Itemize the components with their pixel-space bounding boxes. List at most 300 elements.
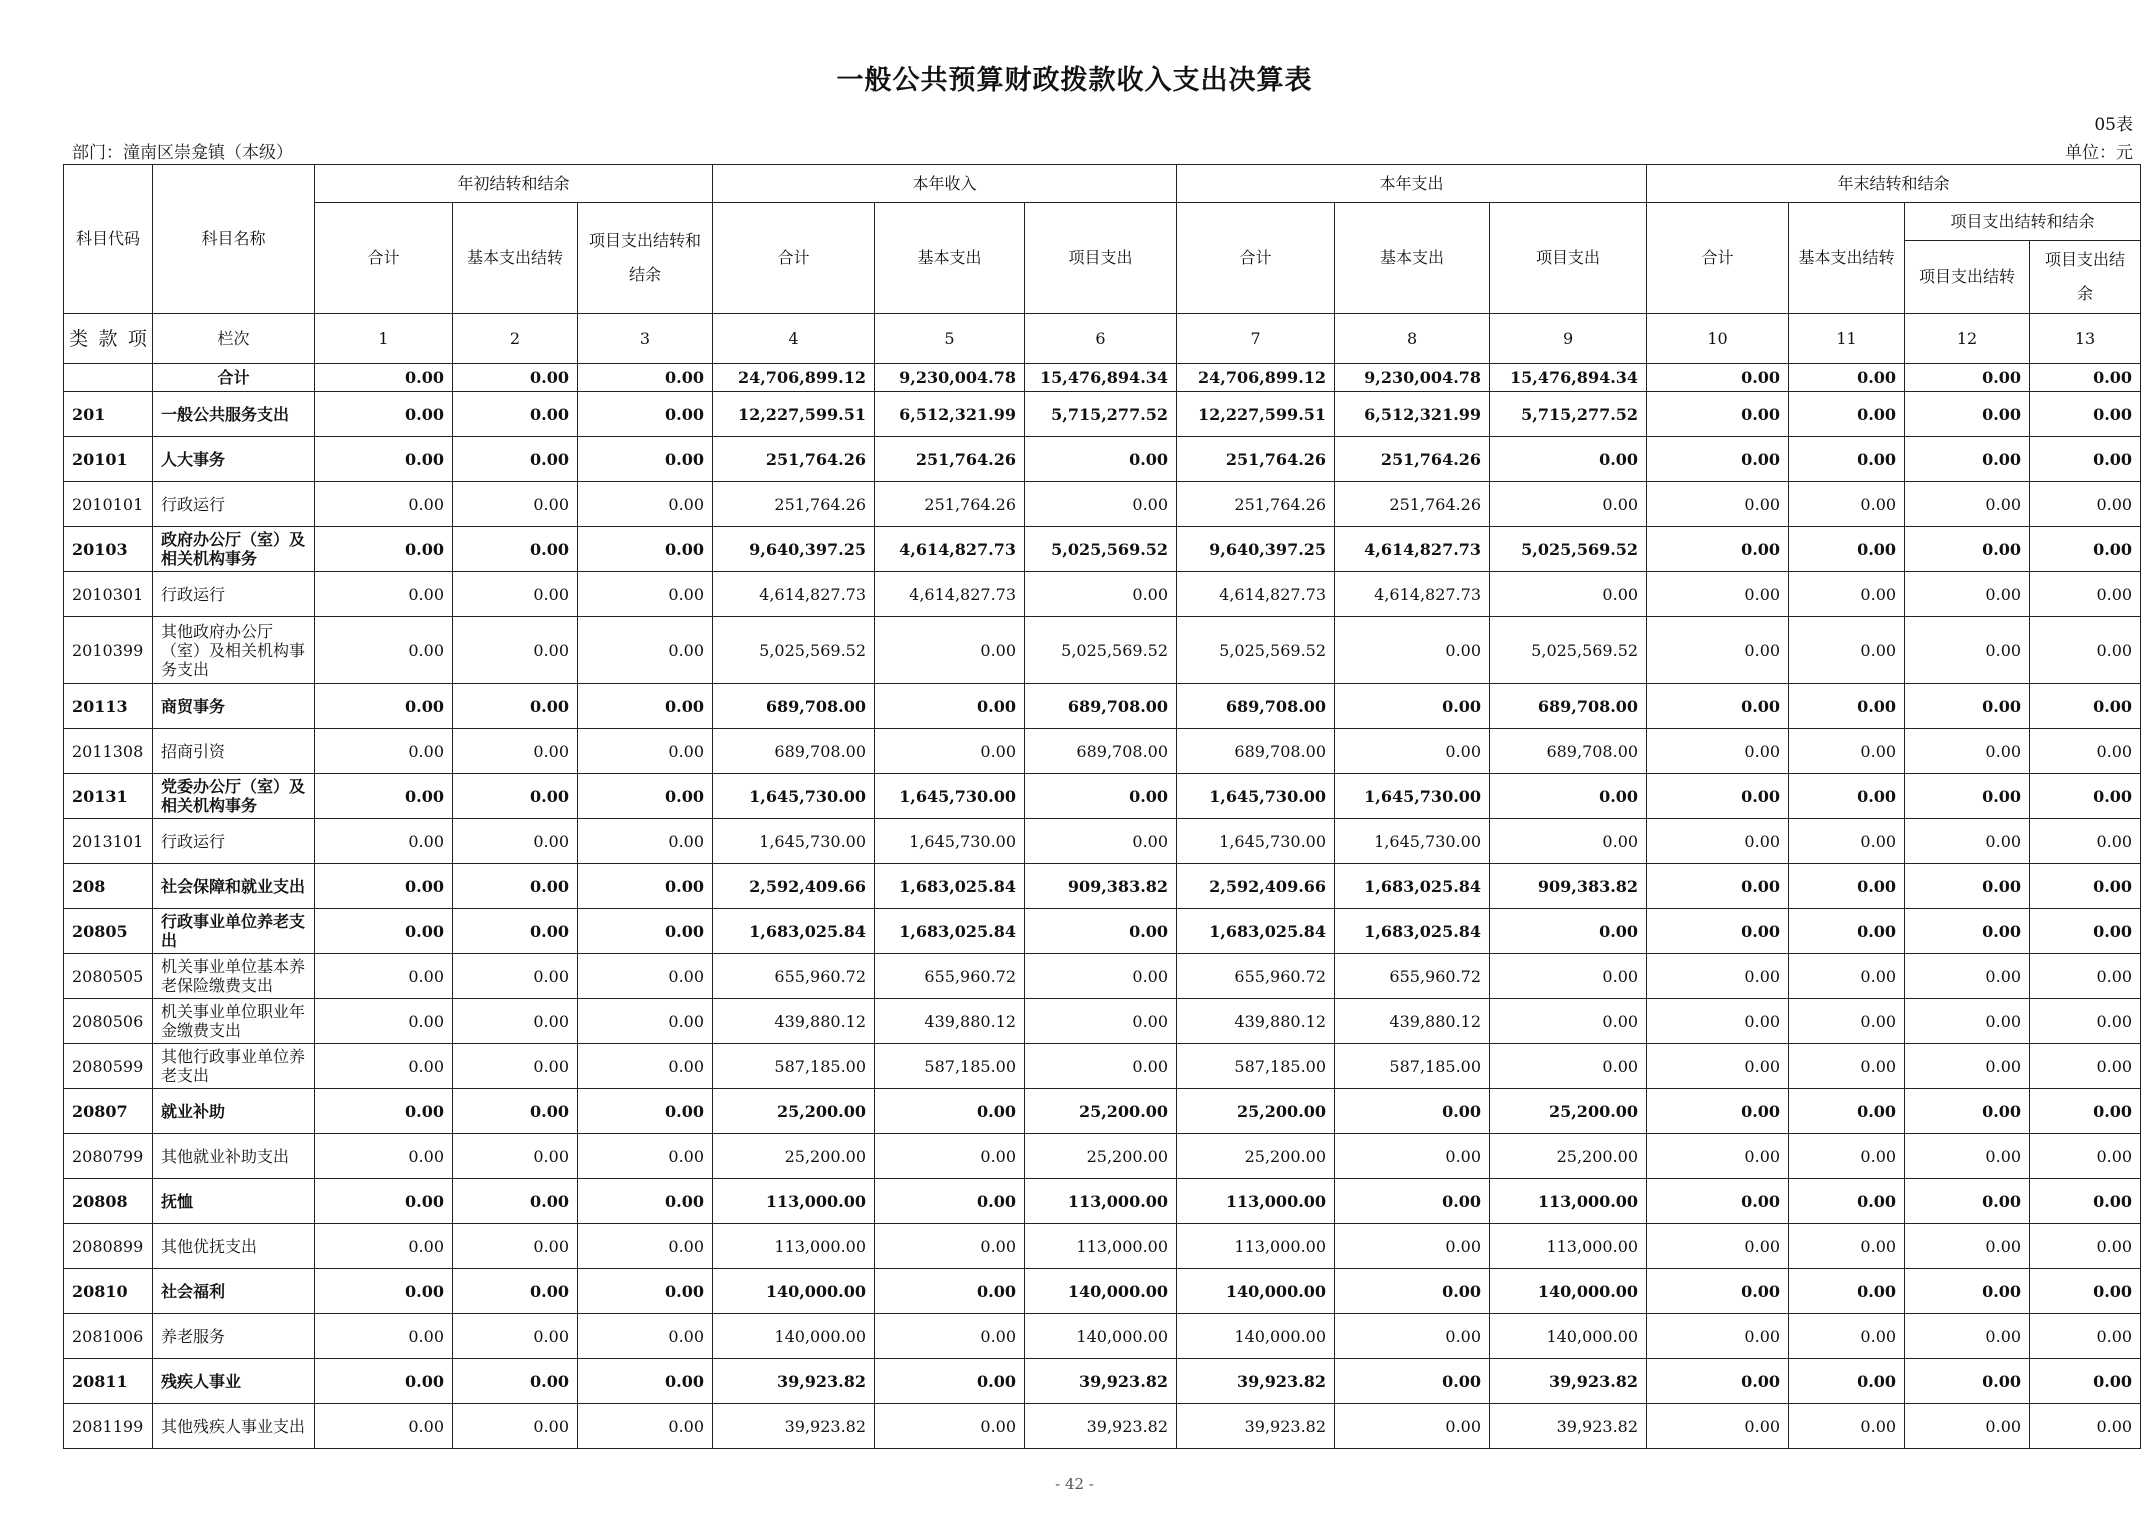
row-value: 0.00 (578, 954, 713, 999)
row-value: 15,476,894.34 (1490, 364, 1647, 392)
row-value: 39,923.82 (713, 1404, 875, 1449)
row-code: 2081199 (64, 1404, 153, 1449)
row-value: 0.00 (1335, 729, 1490, 774)
row-value: 0.00 (578, 392, 713, 437)
col-number: 12 (1905, 314, 2030, 364)
row-value: 0.00 (1025, 819, 1177, 864)
row-value: 689,708.00 (713, 684, 875, 729)
row-value: 0.00 (2030, 617, 2141, 684)
table-row (64, 572, 2141, 617)
row-value: 0.00 (578, 1044, 713, 1089)
row-value: 1,683,025.84 (1335, 864, 1490, 909)
row-value: 0.00 (1789, 482, 1905, 527)
row-value: 0.00 (1490, 774, 1647, 819)
row-value: 0.00 (1905, 617, 2030, 684)
row-value: 0.00 (1905, 572, 2030, 617)
row-name: 其他优抚支出 (153, 1224, 315, 1269)
header-lei: 类 (69, 327, 89, 350)
row-value: 0.00 (1647, 617, 1789, 684)
header-income-basic: 基本支出 (875, 203, 1025, 314)
row-value: 0.00 (1335, 684, 1490, 729)
row-value: 39,923.82 (1177, 1404, 1335, 1449)
table-header (64, 165, 2141, 364)
row-value: 113,000.00 (1177, 1224, 1335, 1269)
row-name: 商贸事务 (153, 684, 315, 729)
row-value: 4,614,827.73 (1177, 572, 1335, 617)
unit-label: 单位：元 (2065, 143, 2133, 163)
row-value: 0.00 (1789, 1134, 1905, 1179)
row-value: 140,000.00 (713, 1314, 875, 1359)
row-value: 39,923.82 (1025, 1404, 1177, 1449)
row-value: 0.00 (1789, 684, 1905, 729)
row-value: 0.00 (1905, 1089, 2030, 1134)
row-value: 25,200.00 (1177, 1089, 1335, 1134)
row-value: 0.00 (1789, 1404, 1905, 1449)
row-code: 208 (64, 864, 153, 909)
row-value: 0.00 (2030, 1359, 2141, 1404)
table-row (64, 1269, 2141, 1314)
row-name: 行政运行 (153, 819, 315, 864)
row-code: 20131 (64, 774, 153, 819)
row-value: 113,000.00 (1177, 1179, 1335, 1224)
row-value: 0.00 (315, 1404, 453, 1449)
row-value: 0.00 (315, 572, 453, 617)
row-value: 0.00 (1789, 999, 1905, 1044)
row-value: 0.00 (453, 437, 578, 482)
col-number: 3 (578, 314, 713, 364)
row-value: 5,025,569.52 (1177, 617, 1335, 684)
row-value: 0.00 (453, 1179, 578, 1224)
row-value: 2,592,409.66 (1177, 864, 1335, 909)
table-row (64, 774, 2141, 819)
row-value: 113,000.00 (1025, 1224, 1177, 1269)
row-value: 0.00 (315, 617, 453, 684)
row-value: 0.00 (2030, 729, 2141, 774)
header-group-end: 年末结转和结余 (1647, 165, 2141, 203)
row-value: 0.00 (2030, 437, 2141, 482)
row-value: 0.00 (2030, 364, 2141, 392)
row-value: 1,645,730.00 (1335, 774, 1490, 819)
row-value: 0.00 (315, 1224, 453, 1269)
row-value: 0.00 (1490, 572, 1647, 617)
row-value: 587,185.00 (713, 1044, 875, 1089)
row-name: 其他行政事业单位养老支出 (153, 1044, 315, 1089)
row-value: 0.00 (578, 1224, 713, 1269)
row-value: 0.00 (1789, 729, 1905, 774)
header-group-begin: 年初结转和结余 (315, 165, 713, 203)
row-value: 0.00 (315, 909, 453, 954)
row-value: 1,683,025.84 (875, 864, 1025, 909)
header-lei-kuan-xiang (64, 314, 153, 364)
row-value: 0.00 (578, 1269, 713, 1314)
row-value: 25,200.00 (713, 1089, 875, 1134)
row-value: 1,645,730.00 (875, 819, 1025, 864)
row-value: 0.00 (1789, 774, 1905, 819)
row-value: 0.00 (1905, 774, 2030, 819)
row-value: 6,512,321.99 (1335, 392, 1490, 437)
row-value: 0.00 (2030, 1134, 2141, 1179)
row-value: 0.00 (1905, 437, 2030, 482)
row-value: 0.00 (1789, 617, 1905, 684)
row-value: 0.00 (2030, 1044, 2141, 1089)
row-value: 689,708.00 (1490, 684, 1647, 729)
row-value: 0.00 (578, 527, 713, 572)
row-value: 113,000.00 (713, 1179, 875, 1224)
row-value: 25,200.00 (1025, 1089, 1177, 1134)
row-value: 39,923.82 (1177, 1359, 1335, 1404)
row-value: 0.00 (315, 1269, 453, 1314)
row-value: 4,614,827.73 (875, 572, 1025, 617)
table-row (64, 437, 2141, 482)
row-value: 0.00 (1335, 1224, 1490, 1269)
row-value: 0.00 (1025, 999, 1177, 1044)
row-value: 0.00 (2030, 999, 2141, 1044)
row-value: 0.00 (1335, 617, 1490, 684)
table-row (64, 1314, 2141, 1359)
budget-table (63, 164, 2141, 1449)
row-value: 0.00 (2030, 1089, 2141, 1134)
row-value: 0.00 (1647, 1359, 1789, 1404)
row-value: 0.00 (315, 482, 453, 527)
row-value: 0.00 (1789, 572, 1905, 617)
row-value: 439,880.12 (875, 999, 1025, 1044)
row-value: 0.00 (1490, 819, 1647, 864)
row-value: 1,645,730.00 (875, 774, 1025, 819)
row-value: 0.00 (1789, 1269, 1905, 1314)
row-value: 0.00 (1789, 1179, 1905, 1224)
row-value: 25,200.00 (1490, 1089, 1647, 1134)
row-value: 0.00 (453, 684, 578, 729)
row-value: 0.00 (453, 572, 578, 617)
row-value: 0.00 (1490, 1044, 1647, 1089)
row-value: 0.00 (2030, 1404, 2141, 1449)
row-value: 0.00 (1335, 1089, 1490, 1134)
row-value: 0.00 (578, 1179, 713, 1224)
row-value: 0.00 (453, 864, 578, 909)
row-value: 0.00 (578, 482, 713, 527)
row-value: 0.00 (1025, 482, 1177, 527)
row-value: 0.00 (1905, 1179, 2030, 1224)
row-value: 251,764.26 (1335, 482, 1490, 527)
col-number: 11 (1789, 314, 1905, 364)
header-end-project-surplus: 项目支出结余 (2030, 241, 2141, 314)
row-value: 0.00 (578, 909, 713, 954)
table-row (64, 1404, 2141, 1449)
table-row (64, 999, 2141, 1044)
row-value: 140,000.00 (1177, 1314, 1335, 1359)
col-number: 5 (875, 314, 1025, 364)
row-value: 113,000.00 (1490, 1224, 1647, 1269)
row-code: 20101 (64, 437, 153, 482)
row-name: 抚恤 (153, 1179, 315, 1224)
row-name: 社会福利 (153, 1269, 315, 1314)
row-value: 655,960.72 (875, 954, 1025, 999)
row-value: 0.00 (315, 1314, 453, 1359)
header-end-total: 合计 (1647, 203, 1789, 314)
row-value: 0.00 (578, 774, 713, 819)
row-value: 251,764.26 (713, 482, 875, 527)
row-value: 0.00 (1905, 999, 2030, 1044)
row-name: 一般公共服务支出 (153, 392, 315, 437)
row-value: 909,383.82 (1025, 864, 1177, 909)
row-code: 20810 (64, 1269, 153, 1314)
row-value: 251,764.26 (713, 437, 875, 482)
row-name: 其他政府办公厅（室）及相关机构事务支出 (153, 617, 315, 684)
row-value: 0.00 (315, 1134, 453, 1179)
row-value: 1,683,025.84 (1335, 909, 1490, 954)
row-value: 1,645,730.00 (713, 819, 875, 864)
row-value: 0.00 (1647, 392, 1789, 437)
row-value: 12,227,599.51 (1177, 392, 1335, 437)
row-value: 0.00 (1905, 729, 2030, 774)
row-value: 0.00 (453, 364, 578, 392)
row-value: 39,923.82 (1025, 1359, 1177, 1404)
header-group-expense: 本年支出 (1177, 165, 1647, 203)
row-value: 587,185.00 (1177, 1044, 1335, 1089)
row-value: 0.00 (2030, 1224, 2141, 1269)
col-number: 4 (713, 314, 875, 364)
row-value: 251,764.26 (1177, 437, 1335, 482)
row-value: 0.00 (1647, 819, 1789, 864)
row-code: 20807 (64, 1089, 153, 1134)
row-value: 4,614,827.73 (713, 572, 875, 617)
row-value: 251,764.26 (875, 437, 1025, 482)
col-number: 9 (1490, 314, 1647, 364)
row-value: 0.00 (453, 1134, 578, 1179)
row-value: 5,025,569.52 (1025, 617, 1177, 684)
row-name: 其他就业补助支出 (153, 1134, 315, 1179)
row-code: 2080505 (64, 954, 153, 999)
header-end-project-carry: 项目支出结转 (1905, 241, 2030, 314)
row-value: 1,683,025.84 (713, 909, 875, 954)
row-value: 25,200.00 (1025, 1134, 1177, 1179)
row-value: 0.00 (1905, 909, 2030, 954)
row-value: 0.00 (578, 1314, 713, 1359)
row-value: 0.00 (1905, 1269, 2030, 1314)
row-value: 0.00 (1789, 909, 1905, 954)
row-value: 0.00 (578, 437, 713, 482)
row-value: 439,880.12 (713, 999, 875, 1044)
row-value: 0.00 (1789, 864, 1905, 909)
row-value: 0.00 (1905, 1404, 2030, 1449)
row-value: 0.00 (315, 364, 453, 392)
row-value: 0.00 (578, 364, 713, 392)
header-code: 科目代码 (64, 165, 153, 314)
row-value: 655,960.72 (1177, 954, 1335, 999)
row-value: 0.00 (453, 1404, 578, 1449)
row-value: 0.00 (1905, 1359, 2030, 1404)
row-value: 0.00 (1647, 572, 1789, 617)
table-row (64, 1179, 2141, 1224)
col-number: 1 (315, 314, 453, 364)
row-value: 0.00 (1647, 437, 1789, 482)
col-number: 6 (1025, 314, 1177, 364)
header-begin-basic-carry: 基本支出结转 (453, 203, 578, 314)
row-code: 20805 (64, 909, 153, 954)
row-value: 0.00 (315, 1359, 453, 1404)
table-row (64, 819, 2141, 864)
header-begin-total: 合计 (315, 203, 453, 314)
header-end-basic-carry: 基本支出结转 (1789, 203, 1905, 314)
col-number: 7 (1177, 314, 1335, 364)
row-value: 0.00 (315, 774, 453, 819)
row-value: 113,000.00 (1025, 1179, 1177, 1224)
row-value: 251,764.26 (1335, 437, 1490, 482)
header-end-project-group: 项目支出结转和结余 (1905, 203, 2141, 241)
row-value: 0.00 (1647, 1224, 1789, 1269)
row-value: 0.00 (1647, 364, 1789, 392)
row-value: 689,708.00 (1025, 729, 1177, 774)
col-number: 13 (2030, 314, 2141, 364)
row-code: 2011308 (64, 729, 153, 774)
row-value: 0.00 (1647, 1044, 1789, 1089)
row-value: 0.00 (578, 1359, 713, 1404)
row-value: 0.00 (578, 729, 713, 774)
row-value: 0.00 (1647, 1404, 1789, 1449)
row-value: 0.00 (2030, 954, 2141, 999)
table-row (64, 909, 2141, 954)
row-value: 0.00 (875, 1089, 1025, 1134)
row-value: 0.00 (453, 909, 578, 954)
row-value: 0.00 (1647, 1269, 1789, 1314)
row-value: 0.00 (1789, 819, 1905, 864)
row-value: 0.00 (875, 1134, 1025, 1179)
row-value: 140,000.00 (1490, 1314, 1647, 1359)
row-value: 439,880.12 (1177, 999, 1335, 1044)
row-value: 0.00 (453, 729, 578, 774)
row-value: 0.00 (1335, 1179, 1490, 1224)
row-value: 0.00 (1490, 437, 1647, 482)
row-value: 0.00 (1905, 1134, 2030, 1179)
row-value: 140,000.00 (713, 1269, 875, 1314)
row-value: 689,708.00 (1177, 684, 1335, 729)
row-value: 0.00 (1647, 1179, 1789, 1224)
row-code: 20808 (64, 1179, 153, 1224)
table-row (64, 684, 2141, 729)
header-expense-total: 合计 (1177, 203, 1335, 314)
table-body (64, 364, 2141, 1449)
row-value: 0.00 (875, 1269, 1025, 1314)
header-begin-project-carry-surplus: 项目支出结转和结余 (578, 203, 713, 314)
row-value: 140,000.00 (1025, 1314, 1177, 1359)
row-value: 140,000.00 (1177, 1269, 1335, 1314)
row-value: 1,645,730.00 (1177, 819, 1335, 864)
row-value: 4,614,827.73 (875, 527, 1025, 572)
row-name: 社会保障和就业支出 (153, 864, 315, 909)
row-value: 140,000.00 (1490, 1269, 1647, 1314)
row-value: 25,200.00 (713, 1134, 875, 1179)
row-value: 0.00 (1490, 482, 1647, 527)
row-value: 0.00 (315, 437, 453, 482)
row-code: 2010101 (64, 482, 153, 527)
header-expense-project: 项目支出 (1490, 203, 1647, 314)
row-code (64, 364, 153, 392)
row-value: 0.00 (1789, 392, 1905, 437)
row-value: 0.00 (2030, 684, 2141, 729)
row-value: 5,025,569.52 (1490, 617, 1647, 684)
row-value: 251,764.26 (1177, 482, 1335, 527)
row-value: 0.00 (1647, 1314, 1789, 1359)
row-value: 0.00 (453, 999, 578, 1044)
col-number: 10 (1647, 314, 1789, 364)
row-value: 0.00 (1490, 999, 1647, 1044)
row-name: 行政运行 (153, 572, 315, 617)
row-value: 689,708.00 (1025, 684, 1177, 729)
row-value: 0.00 (1789, 954, 1905, 999)
row-code: 20103 (64, 527, 153, 572)
row-value: 39,923.82 (713, 1359, 875, 1404)
row-value: 0.00 (1905, 1314, 2030, 1359)
row-value: 0.00 (2030, 864, 2141, 909)
row-value: 909,383.82 (1490, 864, 1647, 909)
row-value: 0.00 (1335, 1269, 1490, 1314)
row-value: 0.00 (1025, 572, 1177, 617)
row-value: 0.00 (315, 999, 453, 1044)
row-value: 0.00 (315, 1179, 453, 1224)
row-value: 0.00 (578, 572, 713, 617)
table-row (64, 1359, 2141, 1404)
row-value: 0.00 (578, 819, 713, 864)
row-value: 0.00 (1647, 482, 1789, 527)
row-code: 2013101 (64, 819, 153, 864)
row-value: 0.00 (875, 1359, 1025, 1404)
row-value: 0.00 (875, 684, 1025, 729)
row-value: 9,640,397.25 (713, 527, 875, 572)
row-value: 0.00 (875, 1314, 1025, 1359)
row-value: 0.00 (1647, 774, 1789, 819)
row-value: 12,227,599.51 (713, 392, 875, 437)
row-value: 113,000.00 (1490, 1179, 1647, 1224)
row-value: 9,640,397.25 (1177, 527, 1335, 572)
row-value: 0.00 (1905, 1224, 2030, 1269)
row-value: 0.00 (1905, 819, 2030, 864)
row-value: 0.00 (315, 684, 453, 729)
row-name: 行政事业单位养老支出 (153, 909, 315, 954)
row-name: 残疾人事业 (153, 1359, 315, 1404)
row-value: 0.00 (1905, 1044, 2030, 1089)
row-value: 0.00 (315, 819, 453, 864)
row-value: 0.00 (1789, 1359, 1905, 1404)
header-kuan: 款 (98, 327, 118, 350)
row-value: 689,708.00 (1177, 729, 1335, 774)
row-value: 0.00 (315, 1089, 453, 1134)
row-value: 24,706,899.12 (1177, 364, 1335, 392)
row-value: 0.00 (1025, 954, 1177, 999)
row-value: 0.00 (1789, 1044, 1905, 1089)
row-value: 439,880.12 (1335, 999, 1490, 1044)
row-value: 0.00 (1647, 864, 1789, 909)
row-value: 0.00 (1647, 1134, 1789, 1179)
table-row (64, 482, 2141, 527)
header-expense-basic: 基本支出 (1335, 203, 1490, 314)
row-code: 2080599 (64, 1044, 153, 1089)
page-title: 一般公共预算财政拨款收入支出决算表 (836, 65, 1313, 96)
row-value: 0.00 (578, 1089, 713, 1134)
row-value: 587,185.00 (1335, 1044, 1490, 1089)
table-row (64, 1044, 2141, 1089)
row-value: 0.00 (453, 1269, 578, 1314)
row-code: 2010301 (64, 572, 153, 617)
row-value: 0.00 (578, 617, 713, 684)
row-value: 0.00 (1905, 482, 2030, 527)
row-name: 养老服务 (153, 1314, 315, 1359)
row-value: 0.00 (875, 617, 1025, 684)
row-value: 0.00 (875, 1404, 1025, 1449)
row-value: 0.00 (1647, 684, 1789, 729)
row-value: 0.00 (1335, 1404, 1490, 1449)
row-value: 9,230,004.78 (1335, 364, 1490, 392)
row-value: 0.00 (1025, 1044, 1177, 1089)
